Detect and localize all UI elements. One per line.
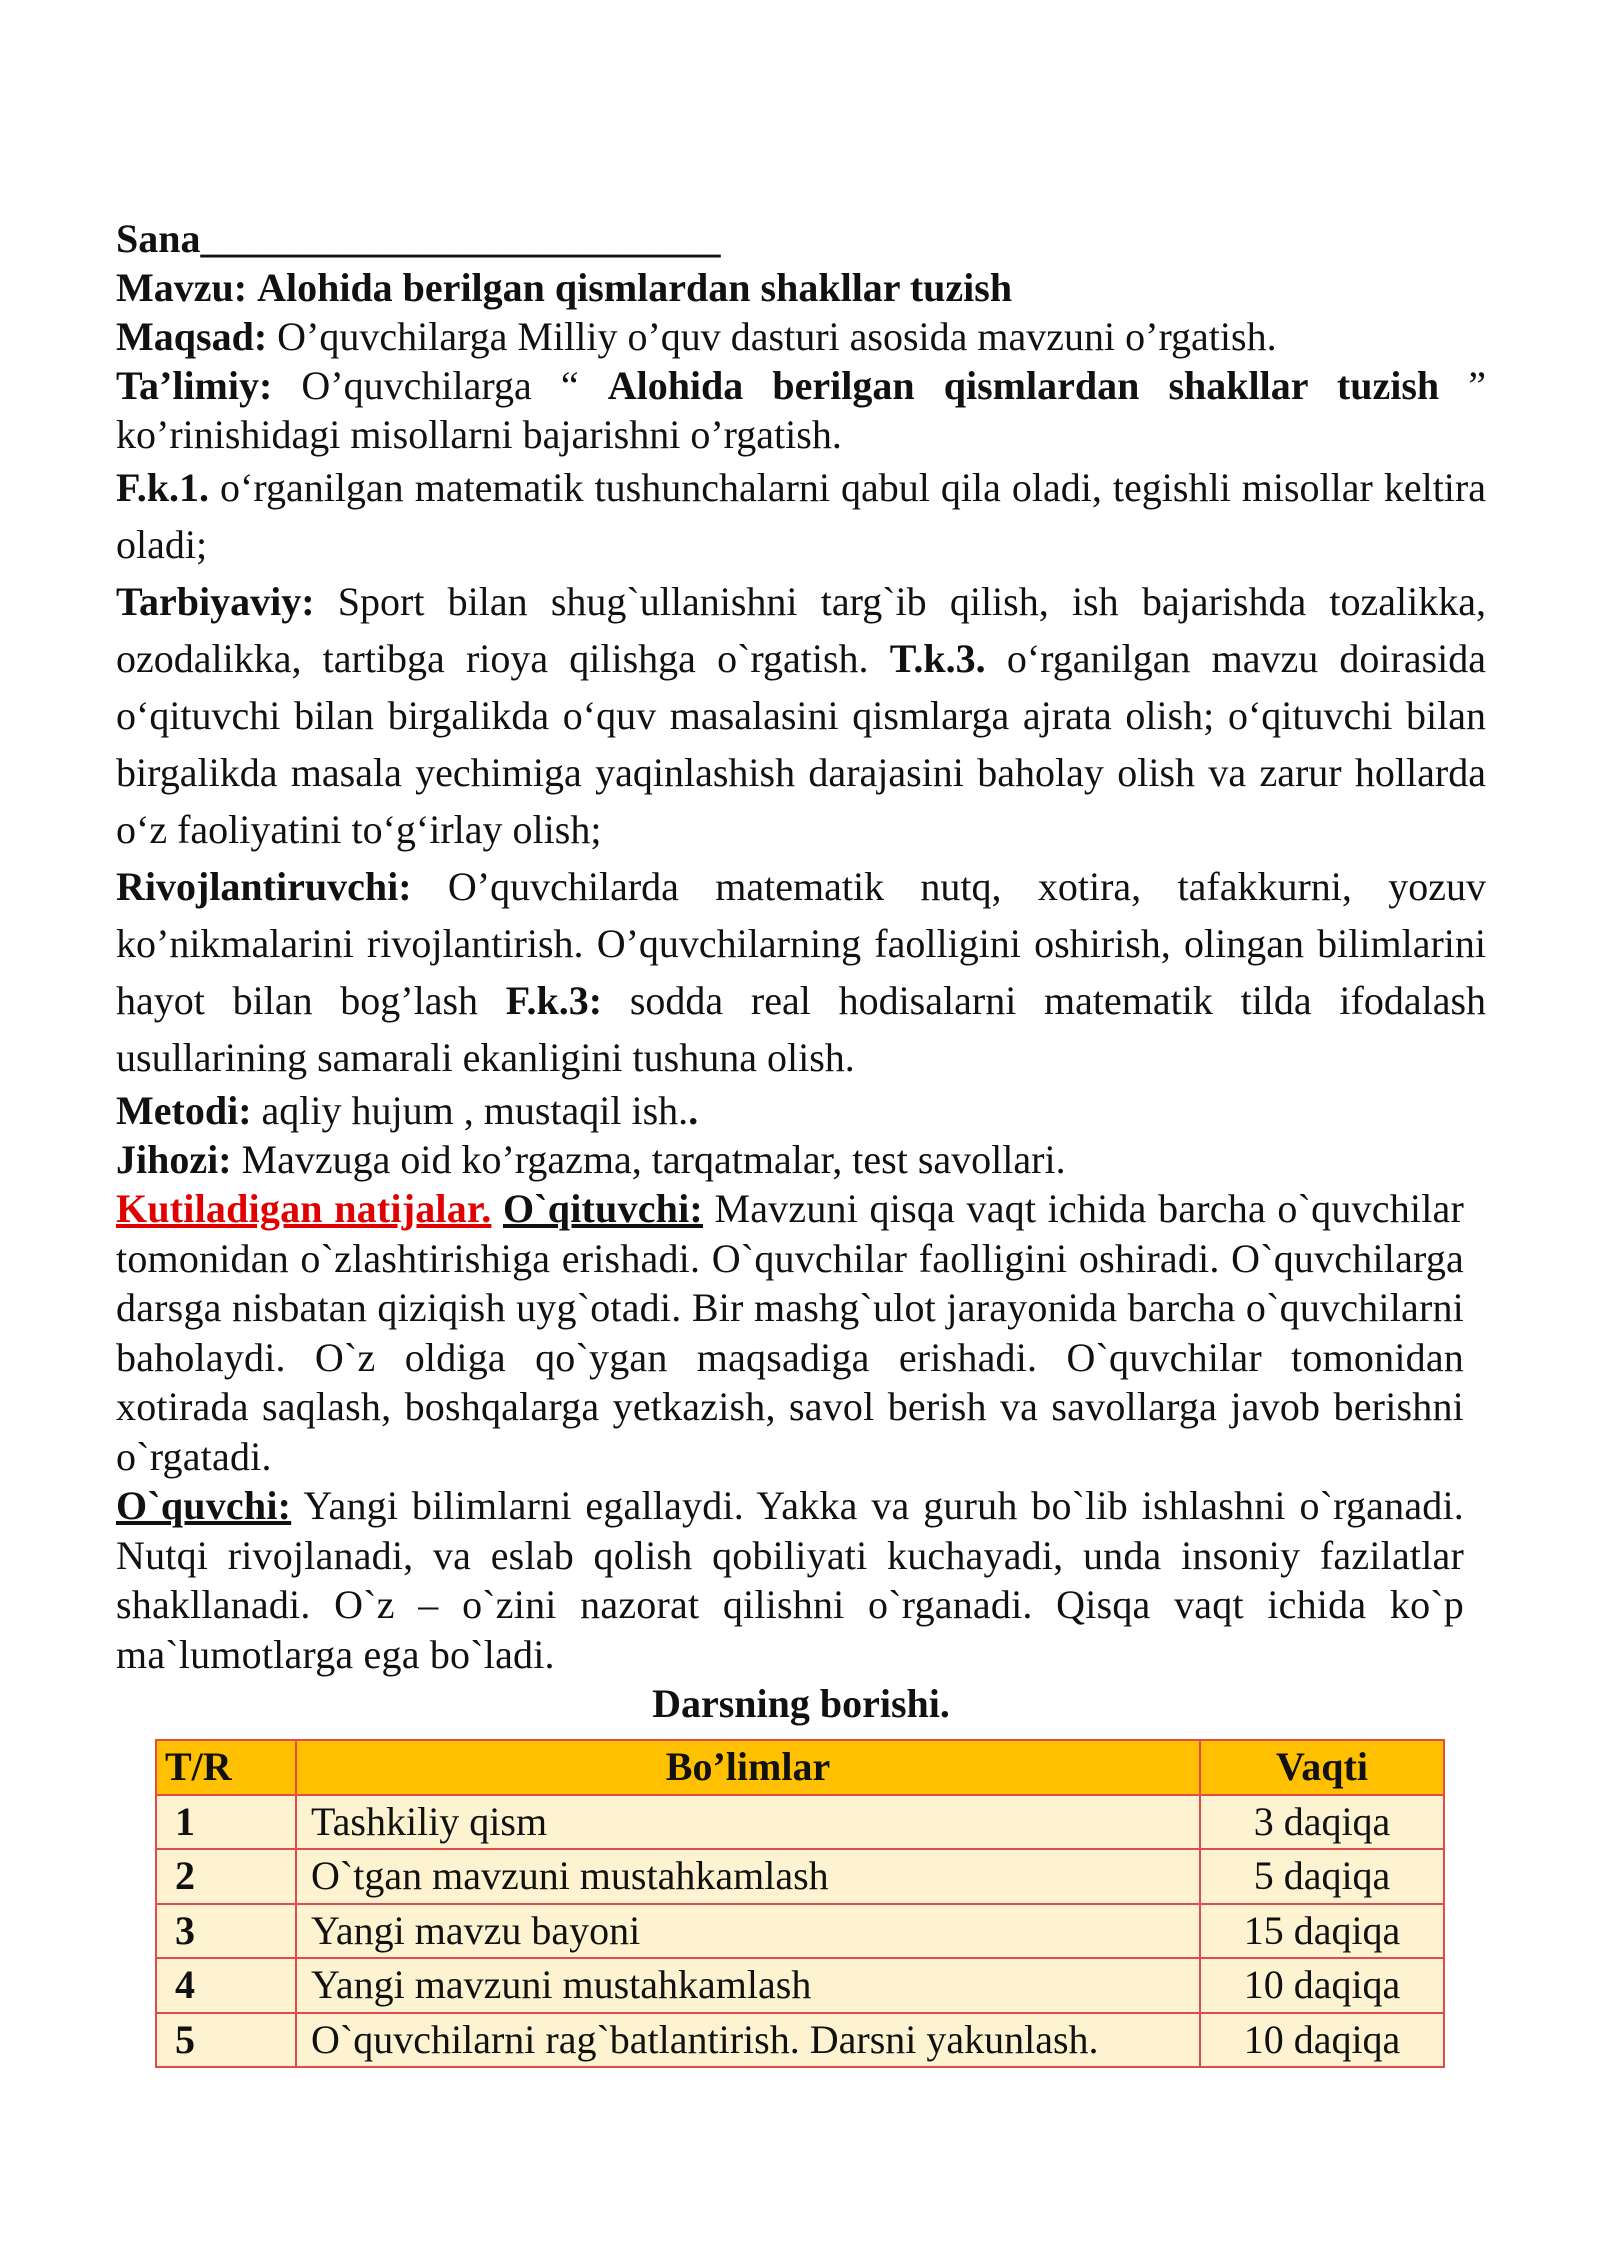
educational-line: [116, 361, 1486, 410]
topic-text: Alohida berilgan qismlardan shakllar tuzish: [257, 265, 1013, 310]
tk3-text: o‘rganilgan mavzu doirasida o‘qituvchi bilan birgalikda o‘quv masalasini qismlarga ajrata olish; o‘qituvchi bilan birgalikda masala yechimiga yaqinlashish darajasini baholay olish va zarur hollarda o‘z faoliyatini to‘g‘irlay olish;: [116, 636, 1487, 852]
row-number: 2: [156, 1849, 296, 1904]
educational-label: Ta’limiy:: [116, 363, 273, 408]
row-number: 1: [156, 1795, 296, 1850]
row-section: Yangi mavzu bayoni: [296, 1904, 1200, 1959]
column-header-number: T/R: [156, 1740, 296, 1795]
row-number: 5: [156, 2013, 296, 2068]
date-blank: __________________________: [200, 216, 721, 261]
goal-line: [116, 312, 1486, 361]
row-time: 3 daqiqa: [1200, 1795, 1444, 1850]
row-time: 15 daqiqa: [1200, 1904, 1444, 1959]
methods-line: [116, 1086, 1486, 1135]
topic-line: [116, 263, 1486, 312]
lesson-flow-heading: Darsning borishi.: [652, 1681, 950, 1726]
row-time: 5 daqiqa: [1200, 1849, 1444, 1904]
educational-text-2: ”: [1439, 363, 1486, 408]
upbringing-label: Tarbiyaviy:: [116, 579, 315, 624]
row-section: O`quvchilarni rag`batlantirish. Darsni yakunlash.: [296, 2013, 1200, 2068]
row-section: Yangi mavzuni mustahkamlash: [296, 1958, 1200, 2013]
developmental-paragraph: [116, 858, 1486, 1086]
educational-text-1: O’quvchilarga “: [301, 363, 579, 408]
column-header-time: Vaqti: [1200, 1740, 1444, 1795]
table-row: [156, 2013, 1444, 2068]
teacher-label: O`qituvchi:: [502, 1186, 703, 1231]
table-row: [156, 1904, 1444, 1959]
column-header-sections: Bo’limlar: [296, 1740, 1200, 1795]
teacher-outcomes-paragraph: [116, 1184, 1464, 1481]
row-time: 10 daqiqa: [1200, 1958, 1444, 2013]
topic-label: Mavzu:: [116, 265, 248, 310]
student-label: O`quvchi:: [116, 1483, 292, 1528]
goal-text: O’quvchilarga Milliy o’quv dasturi asosida mavzuni o’rgatish.: [277, 314, 1277, 359]
educational-line-2: ko’rinishidagi misollarni bajarishni o’rgatish.: [116, 412, 842, 457]
row-number: 4: [156, 1958, 296, 2013]
table-row: [156, 1958, 1444, 2013]
upbringing-paragraph: [116, 573, 1486, 858]
expected-results-label: Kutiladigan natijalar.: [116, 1186, 492, 1231]
methods-dot: .: [688, 1088, 699, 1133]
fk3-text: sodda real hodisalarni matematik tilda ifodalash usullarining samarali ekanligini tushuna olish.: [116, 978, 1487, 1080]
row-section: O`tgan mavzuni mustahkamlash: [296, 1849, 1200, 1904]
teacher-text: Mavzuni qisqa vaqt ichida barcha o`quvchilar tomonidan o`zlashtirishiga erishadi. O`quvchilar faolligini oshiradi. O`quvchilarga darsga nisbatan qiziqish uyg`otadi. Bir mashg`ulot jarayonida barcha o`quvchilarni baholaydi. O`z oldiga qo`ygan maqsadiga erishadi. O`quvchilar tomonidan xotirada saqlash, boshqalarga yetkazish, savol berish va savollarga javob berishni o`rgatadi.: [116, 1186, 1464, 1479]
row-section: Tashkiliy qism: [296, 1795, 1200, 1850]
lesson-plan-body: [116, 214, 1486, 1728]
tk3-label: T.k.3.: [889, 636, 986, 681]
row-number: 3: [156, 1904, 296, 1959]
date-line: [116, 214, 1486, 263]
equipment-text: Mavzuga oid ko’rgazma, tarqatmalar, test savollari.: [241, 1137, 1066, 1182]
upbringing-text: Sport bilan shug`ullanishni targ`ib qilish, ish bajarishda tozalikka, ozodalikka, tartibga rioya qilishga o`rgatish.: [116, 579, 1487, 681]
student-text: Yangi bilimlarni egallaydi. Yakka va guruh bo`lib ishlashni o`rganadi. Nutqi rivojlanadi, va eslab qolish qobiliyati kuchayadi, unda insoniy fazilatlar shakllanadi. O`z – o`zini nazorat qilishni o`rganadi. Qisqa vaqt ichida ko`p ma`lumotlarga ega bo`ladi.: [116, 1483, 1465, 1677]
fk1-paragraph: [116, 459, 1486, 573]
educational-topic: Alohida berilgan qismlardan shakllar tuzish: [607, 363, 1440, 408]
developmental-text: O’quvchilarda matematik nutq, xotira, tafakkurni, yozuv ko’nikmalarini rivojlantirish. O’quvchilarning faolligini oshirish, olingan bilimlarini hayot bilan bog’lash: [116, 864, 1486, 1023]
methods-text: aqliy hujum , mustaqil ish.: [261, 1088, 689, 1133]
table-row: [156, 1795, 1444, 1850]
fk1-text: o‘rganilgan matematik tushunchalarni qabul qila oladi, tegishli misollar keltira oladi;: [116, 465, 1486, 567]
developmental-label: Rivojlantiruvchi:: [116, 864, 412, 909]
equipment-line: [116, 1135, 1486, 1184]
equipment-label: Jihozi:: [116, 1137, 232, 1182]
fk1-label: F.k.1.: [116, 465, 210, 510]
table-row: [156, 1849, 1444, 1904]
lesson-flow-table: [155, 1739, 1445, 2068]
methods-label: Metodi:: [116, 1088, 252, 1133]
date-label: Sana: [116, 216, 201, 261]
table-header-row: [156, 1740, 1444, 1795]
fk3-label: F.k.3:: [505, 978, 603, 1023]
student-outcomes-paragraph: [116, 1481, 1464, 1679]
row-time: 10 daqiqa: [1200, 2013, 1444, 2068]
goal-label: Maqsad:: [116, 314, 268, 359]
